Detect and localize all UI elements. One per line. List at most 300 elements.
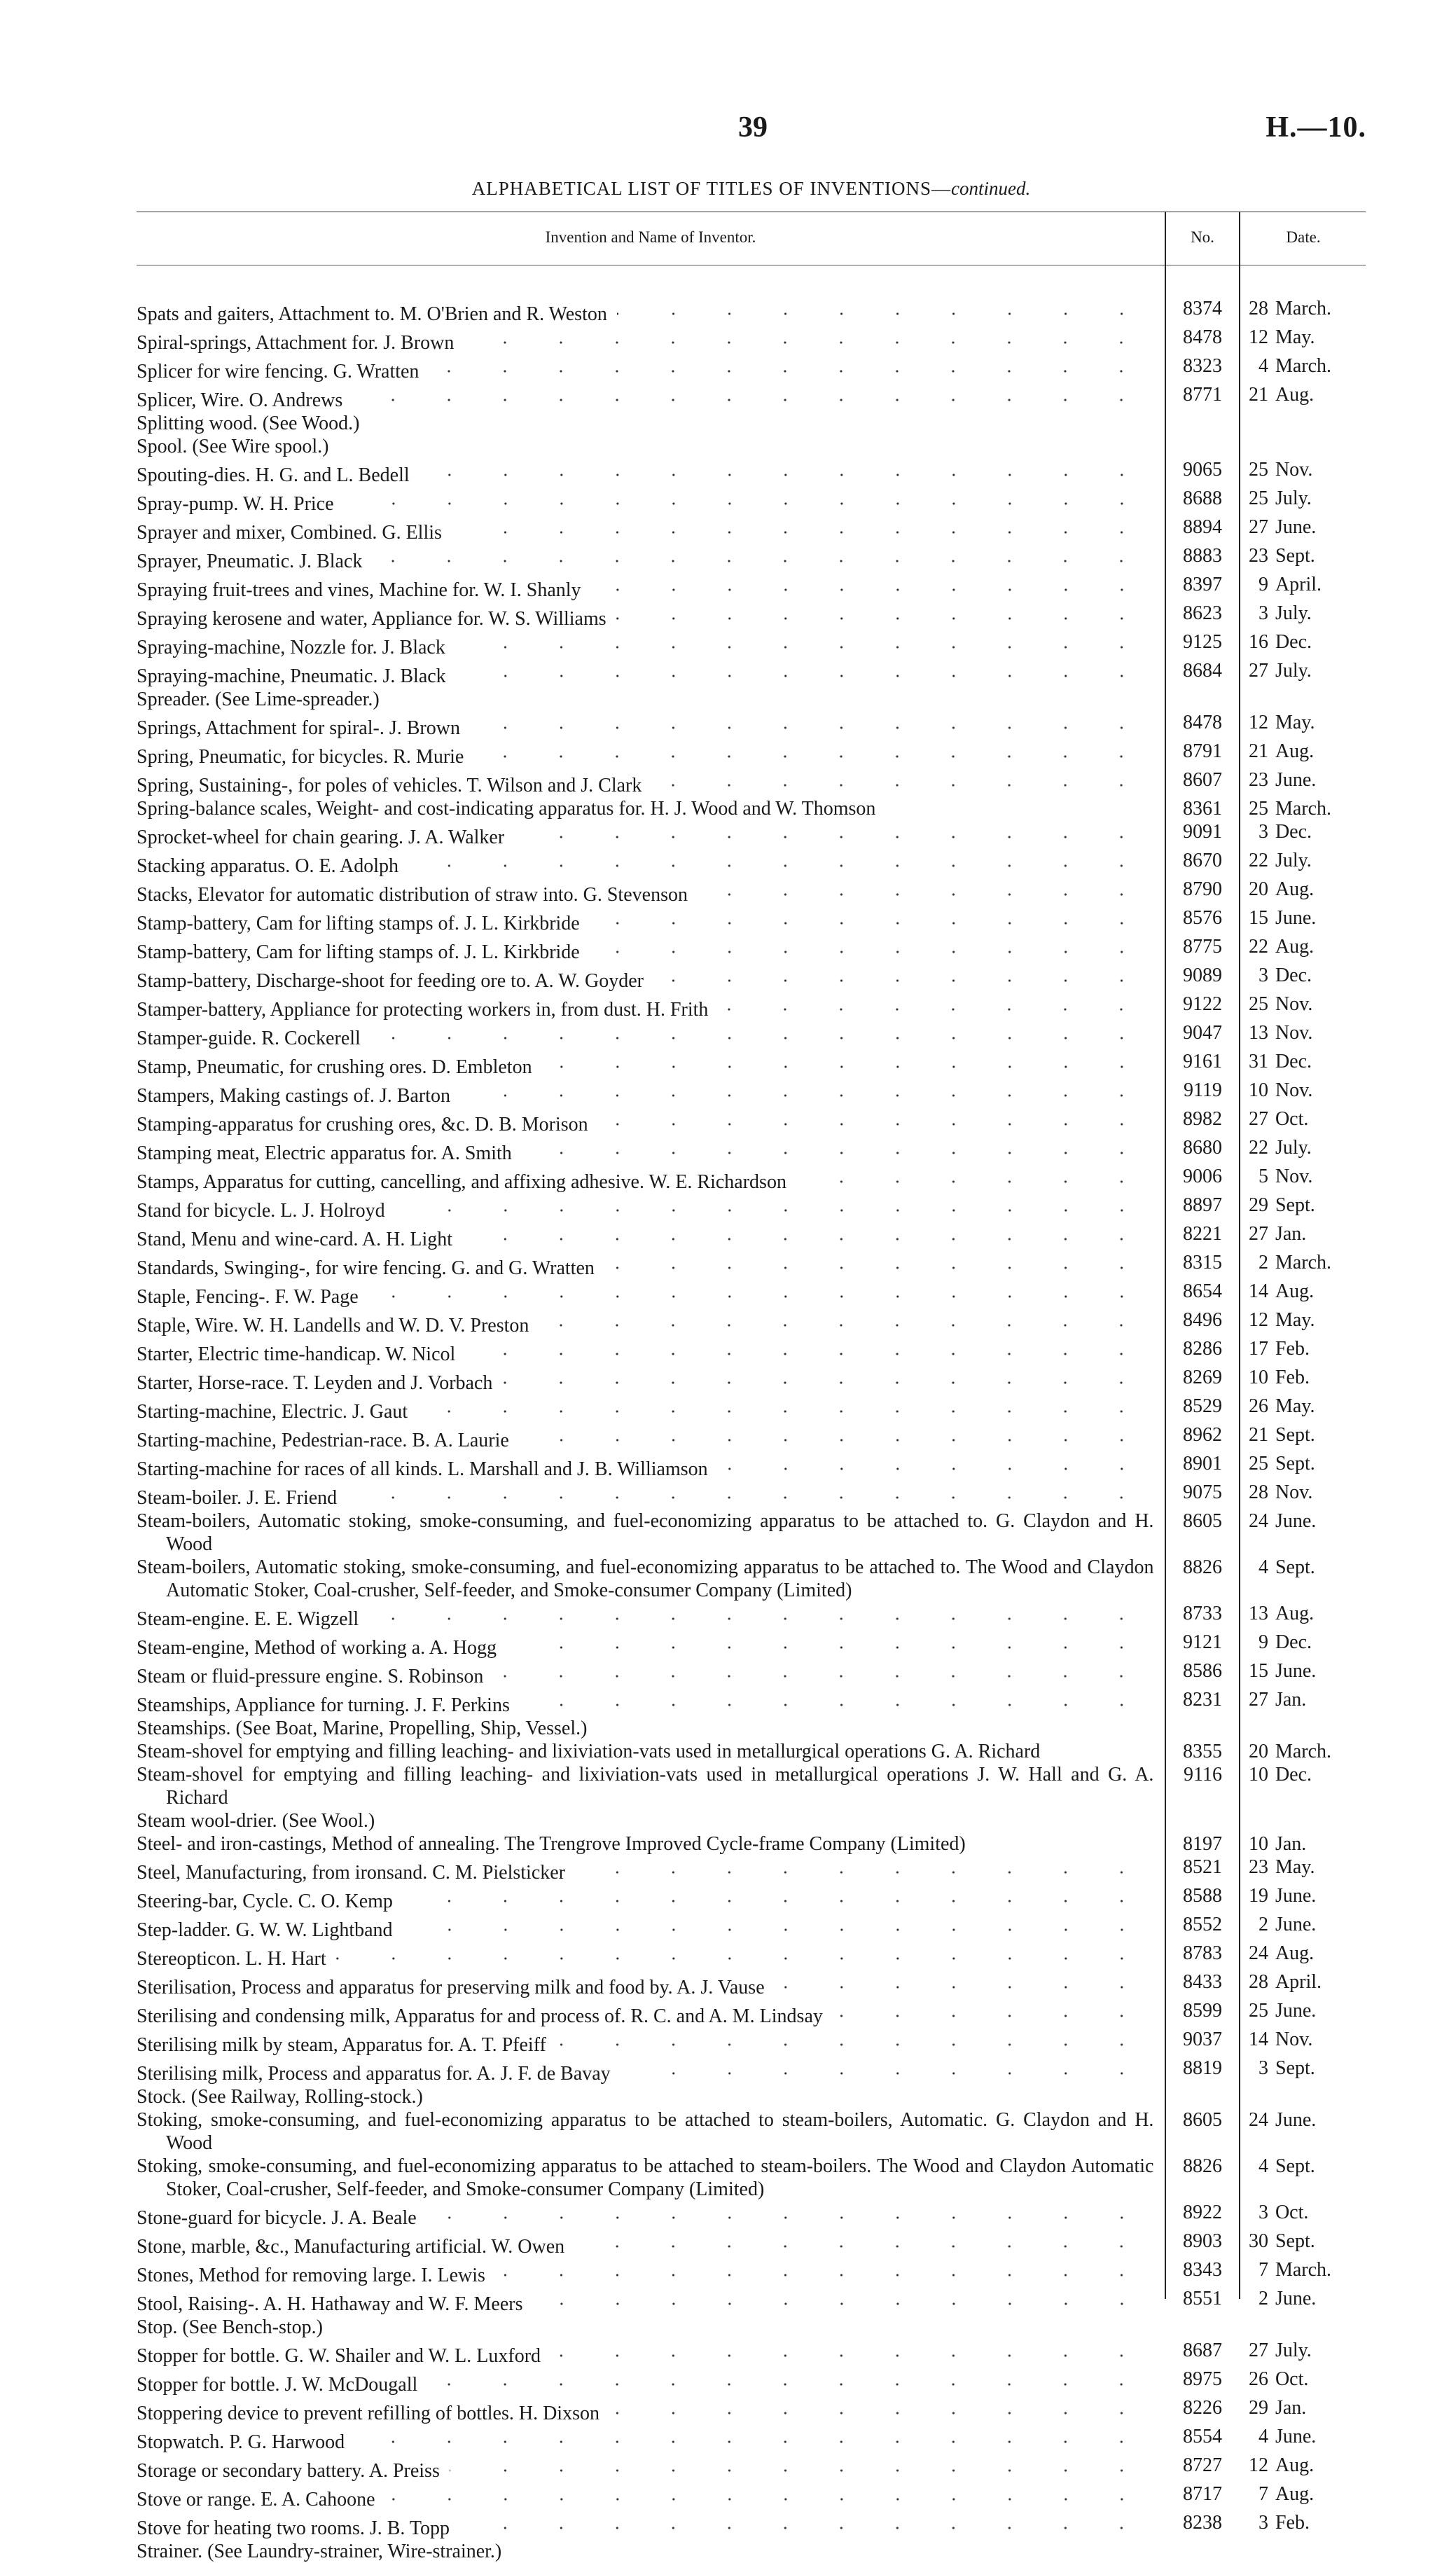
dot-leader [575,1856,1149,1879]
patent-number: 8727 [1182,2454,1222,2476]
dot-leader [352,383,1149,406]
date-day: 23 [1248,769,1268,791]
invention-cell [137,659,1153,688]
invention-title: Sterilisation, Process and apparatus for preserving milk and food by. A. J. Vause [137,1977,765,1998]
invention-cell [137,935,1153,964]
date-cell [1228,1481,1366,1510]
date-cell [1228,935,1366,964]
date-cell [1228,1556,1366,1602]
date-month: June. [1275,2000,1317,2022]
invention-cell [137,516,1153,544]
patent-number: 8607 [1182,769,1222,791]
table-row [137,964,1366,993]
invention-title: Sprayer and mixer, Combined. G. Ellis [137,522,442,544]
patent-number [1159,2085,1228,2108]
date-cell [1228,2057,1366,2085]
invention-title: Stones, Method for removing large. I. Lewis [137,2265,485,2286]
date-cell [1228,740,1366,768]
table-row [137,1556,1366,1602]
date-cell [1228,326,1366,354]
invention-cell [137,487,1153,516]
invention-title: Splitting wood. (See Wood.) [137,413,360,434]
invention-cell [137,2396,1153,2425]
dot-leader [344,487,1150,510]
table-row [137,1740,1366,1763]
table-row [137,1884,1366,1913]
patent-number: 8361 [1182,798,1222,820]
patent-number: 8922 [1182,2202,1222,2223]
invention-title: Stereopticon. L. H. Hart [137,1948,326,1970]
dot-leader [598,1107,1150,1131]
date-day: 3 [1258,2512,1268,2534]
invention-title: Spraying kerosene and water, Appliance for. W. S. Williams [137,608,606,630]
date-cell [1228,1395,1366,1423]
date-cell [1228,1165,1366,1194]
dot-leader [620,2057,1150,2080]
date-month: Nov. [1275,2029,1313,2050]
date-cell [1228,1021,1366,1050]
date-month: March. [1275,2259,1332,2281]
patent-number: 8355 [1182,1741,1222,1762]
patent-number: 9047 [1182,1022,1222,1044]
date-month: June. [1275,2288,1317,2309]
date-day: 5 [1258,1166,1268,1187]
invention-title: Stand for bicycle. L. J. Holroyd [137,1200,385,1222]
date-cell [1228,1631,1366,1659]
table-row [137,2454,1366,2482]
date-cell [1228,630,1366,659]
invention-title: Stopper for bottle. J. W. McDougall [137,2374,418,2396]
invention-title: Stamping meat, Electric apparatus for. A. Smith [137,1142,512,1164]
invention-title: Stamp-battery, Discharge-shoot for feeding ore to. A. W. Goyder [137,970,644,992]
date-month: June. [1275,769,1317,791]
table-row [137,740,1366,768]
date-cell [1228,2396,1366,2425]
invention-cell [137,1556,1153,1602]
dot-leader [354,2425,1149,2448]
date-day: 19 [1248,1885,1268,1907]
dot-leader [495,2258,1149,2281]
table-row [137,435,1366,458]
patent-number: 8623 [1182,602,1222,624]
invention-cell [137,1251,1153,1280]
dot-leader [591,573,1150,596]
table-row [137,2057,1366,2085]
column-header-invention: Invention and Name of Inventor. [545,228,756,246]
date-cell [1228,2028,1366,2057]
invention-cell [137,820,1153,849]
invention-title: Staple, Fencing-. F. W. Page [137,1286,359,1308]
date-cell [1228,1251,1366,1280]
dot-leader [427,2201,1150,2224]
dot-leader [460,1079,1149,1102]
date-month: Nov. [1275,1022,1313,1044]
table-row [137,602,1366,630]
dot-leader [403,1913,1150,1936]
date-day: 4 [1258,2426,1268,2447]
invention-title: Starting-machine for races of all kinds. L. Marshall and J. B. Williamson [137,1458,708,1480]
table-row [137,1602,1366,1631]
table-row [137,297,1366,326]
date-month: July. [1275,850,1312,871]
invention-cell [137,1395,1153,1423]
date-day: 25 [1248,488,1268,509]
invention-title: Starting-machine, Electric. J. Gaut [137,1401,408,1423]
invention-title: Spring, Sustaining-, for poles of vehicles. T. Wilson and J. Clark [137,775,642,796]
date-cell [1228,1337,1366,1366]
patent-number [1159,2540,1228,2563]
date-day: 25 [1248,1453,1268,1474]
dot-leader [459,2511,1149,2534]
table-row [137,2540,1366,2563]
patent-number: 8521 [1182,1856,1222,1878]
date-day: 25 [1248,459,1268,481]
date-day: 10 [1248,1079,1268,1101]
dot-leader [590,906,1150,930]
table-row [137,412,1366,435]
invention-title: Stamp-battery, Cam for lifting stamps of. J. L. Kirkbride [137,941,580,963]
invention-cell [137,1884,1153,1913]
date-day: 3 [1258,602,1268,624]
invention-title: Stamper-guide. R. Cockerell [137,1028,361,1049]
date-month: Sept. [1275,1194,1315,1216]
patent-number: 9122 [1182,993,1222,1015]
table-row [137,1222,1366,1251]
invention-cell [137,711,1153,740]
dot-leader [520,1688,1150,1711]
table-row [137,1366,1366,1395]
invention-cell [137,1107,1153,1136]
invention-title: Steam-shovel for emptying and filling leaching- and lixiviation-vats used in metallurgical operations J. W. Hall and G. A. Richard [137,1764,1154,1809]
table-row [137,458,1366,487]
invention-cell [137,1308,1153,1337]
patent-number: 8687 [1182,2340,1222,2361]
dot-leader [502,1366,1149,1389]
invention-cell [137,544,1153,573]
column-header-date: Date. [1286,228,1321,246]
patent-number: 8323 [1182,355,1222,377]
table-row [137,2155,1366,2201]
invention-title: Stamps, Apparatus for cutting, cancelling, and affixing adhesive. W. E. Richardson [137,1171,786,1193]
date-cell [1228,1717,1366,1740]
date-month: March. [1275,1252,1332,1273]
invention-cell [137,1809,1153,1832]
dot-leader [452,516,1149,539]
dot-leader [519,1423,1150,1446]
invention-cell [137,2316,1153,2339]
date-month: March. [1275,355,1332,377]
invention-cell [137,1079,1153,1107]
document-reference: H.—10. [1266,111,1366,144]
invention-cell [137,1763,1153,1809]
patent-number: 8903 [1182,2230,1222,2252]
invention-cell [137,1856,1153,1884]
date-month: Aug. [1275,740,1315,762]
invention-cell [137,1631,1153,1659]
invention-title: Spraying-machine, Nozzle for. J. Black [137,637,445,658]
dot-leader [372,544,1149,567]
invention-title: Starting-machine, Pedestrian-race. B. A. Laurie [137,1430,509,1451]
invention-title: Splicer for wire fencing. G. Wratten [137,361,420,382]
date-cell [1228,1999,1366,2028]
date-cell [1228,516,1366,544]
date-cell [1228,964,1366,993]
date-month: June. [1275,2426,1317,2447]
date-cell [1228,768,1366,797]
invention-title: Sterilising milk by steam, Apparatus for. A. T. Pfeiff [137,2034,546,2056]
date-day: 2 [1258,1914,1268,1935]
date-cell [1228,878,1366,906]
table-row [137,1165,1366,1194]
table-row [137,1763,1366,1809]
patent-number [1159,435,1228,458]
patent-number: 8433 [1182,1971,1222,1993]
date-month: Sept. [1275,2230,1315,2252]
invention-cell [137,602,1153,630]
patent-number: 9037 [1182,2029,1222,2050]
dot-leader [796,1165,1149,1188]
invention-cell [137,383,1153,412]
dot-leader [833,1999,1150,2022]
invention-cell [137,2368,1153,2396]
date-month: Jan. [1275,2397,1307,2419]
invention-title: Steam wool-drier. (See Wool.) [137,1810,375,1832]
invention-cell [137,1050,1153,1079]
table-row [137,1809,1366,1832]
dot-leader [368,1280,1150,1303]
invention-cell [137,573,1153,602]
table-row [137,2482,1366,2511]
table-row [137,1107,1366,1136]
dot-leader [347,1481,1149,1504]
table-row [137,516,1366,544]
date-month: Oct. [1275,2202,1309,2223]
patent-number: 8982 [1182,1108,1222,1130]
date-cell [1228,1913,1366,1942]
patent-number: 8529 [1182,1395,1222,1417]
table-row [137,487,1366,516]
invention-cell [137,412,1153,435]
invention-title: Spraying fruit-trees and vines, Machine for. W. I. Shanly [137,579,581,601]
table-row [137,1832,1366,1856]
invention-cell [137,1194,1153,1222]
date-day: 17 [1248,1338,1268,1360]
table-row [137,2230,1366,2258]
date-month: April. [1275,574,1322,595]
date-cell [1228,1194,1366,1222]
invention-cell [137,964,1153,993]
date-cell [1228,1308,1366,1337]
invention-cell [137,797,1153,820]
invention-title: Stacking apparatus. O. E. Adolph [137,855,399,877]
dot-leader [462,1222,1149,1245]
title-suffix: continued. [951,178,1031,199]
date-day: 27 [1248,516,1268,538]
patent-number: 8551 [1182,2288,1222,2309]
date-month: July. [1275,1137,1312,1159]
invention-title: Steel- and iron-castings, Method of annealing. The Trengrove Improved Cycle-frame Company (Limited) [137,1833,966,1855]
date-day: 9 [1258,574,1268,595]
dot-leader [514,820,1149,843]
table-row [137,2085,1366,2108]
date-cell [1228,2258,1366,2287]
invention-cell [137,1510,1153,1556]
date-cell [1228,2339,1366,2368]
patent-number: 8684 [1182,660,1222,682]
date-cell [1228,1280,1366,1308]
patent-number: 8552 [1182,1914,1222,1935]
dot-leader [427,2368,1149,2391]
date-day: 24 [1248,2109,1268,2131]
date-day: 28 [1248,1481,1268,1503]
table-row [137,1481,1366,1510]
page-number: 39 [738,111,768,144]
invention-cell [137,2155,1153,2201]
table-row [137,383,1366,412]
patent-number: 8790 [1182,878,1222,900]
invention-title: Spiral-springs, Attachment for. J. Brown [137,332,455,354]
date-day: 12 [1248,326,1268,348]
invention-cell [137,1452,1153,1481]
patent-number: 8654 [1182,1280,1222,1302]
invention-title: Springs, Attachment for spiral-. J. Brown [137,717,460,739]
table-row [137,2108,1366,2155]
dot-leader [420,458,1150,481]
dot-leader [506,1631,1149,1654]
date-day: 25 [1248,993,1268,1015]
patent-number: 8901 [1182,1453,1222,1474]
invention-title: Stamp, Pneumatic, for crushing ores. D. Embleton [137,1056,532,1078]
date-cell [1228,487,1366,516]
invention-title: Spraying-machine, Pneumatic. J. Black [137,665,446,687]
date-month: April. [1275,1971,1322,1993]
dot-leader [609,2396,1149,2419]
table-row [137,1079,1366,1107]
date-month: Dec. [1275,1051,1312,1072]
invention-title: Steam-boiler. J. E. Friend [137,1487,338,1509]
dot-leader [455,630,1150,654]
date-month: July. [1275,2340,1312,2361]
dot-leader [385,2482,1150,2506]
table-row [137,2201,1366,2230]
invention-title: Steel, Manufacturing, from ironsand. C. M. Pielsticker [137,1862,565,1884]
invention-title: Stopper for bottle. G. W. Shailer and W. L. Luxford [137,2345,541,2367]
date-day: 4 [1258,1556,1268,1578]
date-cell [1228,2368,1366,2396]
date-cell [1228,993,1366,1021]
date-day: 10 [1248,1764,1268,1785]
dot-leader [429,354,1149,378]
date-month: Aug. [1275,384,1315,406]
invention-title: Sterilising milk, Process and apparatus for. A. J. F. de Bavay [137,2063,611,2085]
date-cell [1228,297,1366,326]
table-row [137,1194,1366,1222]
date-cell [1228,1136,1366,1165]
date-month: May. [1275,1395,1315,1417]
patent-number: 9161 [1182,1051,1222,1072]
date-cell [1228,2511,1366,2540]
patent-number: 9065 [1182,459,1222,481]
table-row [137,993,1366,1021]
date-day: 3 [1258,2202,1268,2223]
date-month: Jan. [1275,1689,1307,1711]
invention-title: Steam or fluid-pressure engine. S. Robinson [137,1666,484,1687]
invention-cell [137,1688,1153,1717]
dot-leader [465,1337,1149,1360]
date-cell [1228,1942,1366,1970]
invention-cell [137,1942,1153,1970]
table-row [137,1021,1366,1050]
date-cell [1228,435,1366,458]
table-row [137,2425,1366,2454]
date-cell [1228,1452,1366,1481]
date-cell [1228,1602,1366,1631]
invention-title: Sprocket-wheel for chain gearing. J. A. Walker [137,827,505,848]
date-cell [1228,2155,1366,2201]
patent-number: 8397 [1182,574,1222,595]
date-day: 21 [1248,384,1268,406]
dot-leader [718,993,1149,1016]
invention-title: Strainer. (See Laundry-strainer, Wire-strainer.) [137,2541,502,2562]
column-header-number: No. [1191,228,1214,246]
table-row [137,2316,1366,2339]
table-row [137,1942,1366,1970]
invention-title: Steamships. (See Boat, Marine, Propelling, Ship, Vessel.) [137,1718,588,1739]
date-day: 12 [1248,1309,1268,1331]
date-month: Aug. [1275,1603,1315,1624]
invention-title: Splicer, Wire. O. Andrews [137,389,343,411]
date-month: Sept. [1275,1556,1315,1578]
invention-title: Steam-boilers, Automatic stoking, smoke-consuming, and fuel-economizing apparatus to be attached to. The Wood and Claydon Automatic Stoker, Coal-crusher, Self-feeder, and Smoke-consumer Company (Limited) [137,1556,1154,1601]
patent-number: 8576 [1182,907,1222,929]
date-day: 31 [1248,1051,1268,1072]
table-row [137,1050,1366,1079]
invention-title: Spring, Pneumatic, for bicycles. R. Murie [137,746,464,768]
table-row [137,573,1366,602]
table-row [137,1659,1366,1688]
date-day: 24 [1248,1942,1268,1964]
table-row [137,1423,1366,1452]
patent-number: 8478 [1182,326,1222,348]
date-day: 3 [1258,965,1268,986]
patent-number [1159,2316,1228,2339]
invention-title: Stacks, Elevator for automatic distribution of straw into. G. Stevenson [137,884,688,906]
invention-title: Sprayer, Pneumatic. J. Black [137,551,363,572]
invention-title: Spreader. (See Lime-spreader.) [137,689,380,710]
patent-number: 8717 [1182,2483,1222,2505]
date-day: 20 [1248,1741,1268,1762]
date-day: 28 [1248,1971,1268,1993]
date-day: 12 [1248,712,1268,733]
invention-title: Staple, Wire. W. H. Landells and W. D. V. Preston [137,1315,529,1336]
date-month: Jan. [1275,1833,1307,1855]
patent-number: 8231 [1182,1689,1222,1711]
invention-cell [137,2057,1153,2085]
date-day: 24 [1248,1510,1268,1532]
dot-leader [395,1194,1150,1217]
date-cell [1228,2085,1366,2108]
invention-cell [137,1913,1153,1942]
table-row [137,1280,1366,1308]
date-day: 13 [1248,1603,1268,1624]
invention-cell [137,435,1153,458]
date-day: 20 [1248,878,1268,900]
invention-title: Stamp-battery, Cam for lifting stamps of. J. L. Kirkbride [137,913,580,934]
table-row [137,2258,1366,2287]
date-month: Oct. [1275,1108,1309,1130]
invention-title: Steam-boilers, Automatic stoking, smoke-consuming, and fuel-economizing apparatus to be attached to. G. Claydon and H. Wood [137,1510,1154,1555]
patent-number: 8343 [1182,2259,1222,2281]
